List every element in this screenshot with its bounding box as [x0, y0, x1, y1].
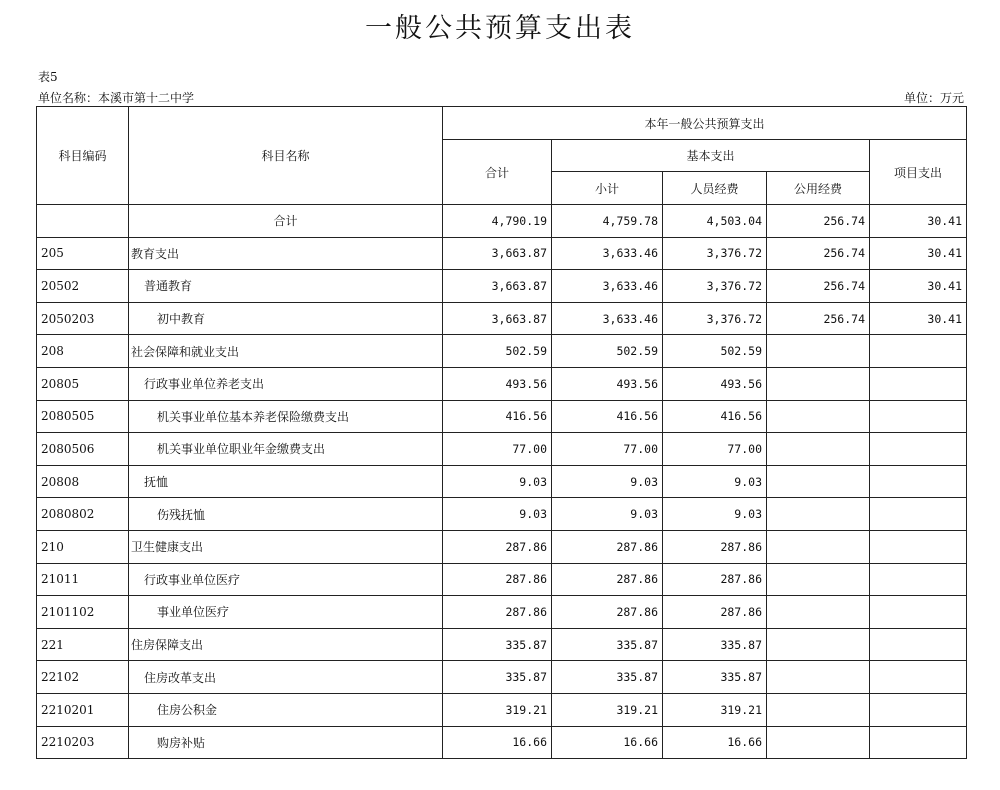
cell-total: 77.00	[443, 433, 552, 466]
table-row	[37, 270, 967, 303]
cell-personnel: 3,376.72	[663, 237, 767, 270]
cell-public	[767, 596, 870, 629]
row-name: 普通教育	[129, 270, 443, 303]
row-code: 2080505	[37, 400, 129, 433]
cell-public	[767, 530, 870, 563]
header-basic: 基本支出	[552, 140, 870, 172]
cell-subtotal: 9.03	[552, 465, 663, 498]
cell-total: 287.86	[443, 563, 552, 596]
table-number: 表5	[38, 70, 58, 84]
row-name: 行政事业单位医疗	[129, 563, 443, 596]
row-code: 210	[37, 530, 129, 563]
cell-project	[870, 563, 967, 596]
row-code: 20502	[37, 270, 129, 303]
table-row	[37, 628, 967, 661]
cell-total: 335.87	[443, 661, 552, 694]
table-row	[37, 563, 967, 596]
row-name: 购房补贴	[129, 726, 443, 759]
cell-project	[870, 628, 967, 661]
cell-project	[870, 693, 967, 726]
cell-public	[767, 498, 870, 531]
cell-subtotal: 287.86	[552, 596, 663, 629]
cell-personnel: 4,503.04	[663, 205, 767, 238]
table-row	[37, 726, 967, 759]
cell-public	[767, 433, 870, 466]
row-name: 机关事业单位职业年金缴费支出	[129, 433, 443, 466]
cell-project	[870, 498, 967, 531]
cell-personnel: 416.56	[663, 400, 767, 433]
cell-public	[767, 563, 870, 596]
cell-public	[767, 726, 870, 759]
table-row	[37, 530, 967, 563]
table-row	[37, 661, 967, 694]
row-code	[37, 205, 129, 238]
cell-public	[767, 367, 870, 400]
table-row	[37, 335, 967, 368]
cell-personnel: 335.87	[663, 661, 767, 694]
row-name: 住房改革支出	[129, 661, 443, 694]
cell-subtotal: 77.00	[552, 433, 663, 466]
cell-project	[870, 530, 967, 563]
cell-project	[870, 367, 967, 400]
header-total: 合计	[443, 140, 552, 205]
budget-expenditure-table	[36, 106, 967, 759]
cell-personnel: 3,376.72	[663, 270, 767, 303]
cell-public	[767, 465, 870, 498]
cell-total: 9.03	[443, 465, 552, 498]
row-code: 22102	[37, 661, 129, 694]
cell-subtotal: 416.56	[552, 400, 663, 433]
cell-personnel: 9.03	[663, 498, 767, 531]
cell-subtotal: 3,633.46	[552, 270, 663, 303]
cell-project	[870, 465, 967, 498]
row-code: 20805	[37, 367, 129, 400]
cell-project	[870, 335, 967, 368]
cell-project: 30.41	[870, 302, 967, 335]
row-code: 2080506	[37, 433, 129, 466]
cell-public	[767, 661, 870, 694]
table-body	[37, 205, 967, 759]
cell-subtotal: 502.59	[552, 335, 663, 368]
cell-public: 256.74	[767, 237, 870, 270]
row-name: 机关事业单位基本养老保险缴费支出	[129, 400, 443, 433]
cell-personnel: 16.66	[663, 726, 767, 759]
cell-public	[767, 628, 870, 661]
cell-project: 30.41	[870, 237, 967, 270]
row-code: 2210203	[37, 726, 129, 759]
row-name: 行政事业单位养老支出	[129, 367, 443, 400]
cell-public: 256.74	[767, 270, 870, 303]
cell-subtotal: 3,633.46	[552, 237, 663, 270]
cell-project: 30.41	[870, 270, 967, 303]
header-public: 公用经费	[767, 172, 870, 205]
cell-personnel: 502.59	[663, 335, 767, 368]
row-code: 205	[37, 237, 129, 270]
cell-total: 335.87	[443, 628, 552, 661]
header-group: 本年一般公共预算支出	[443, 107, 967, 140]
cell-total: 3,663.87	[443, 270, 552, 303]
row-name: 伤残抚恤	[129, 498, 443, 531]
cell-total: 4,790.19	[443, 205, 552, 238]
cell-personnel: 287.86	[663, 563, 767, 596]
cell-personnel: 3,376.72	[663, 302, 767, 335]
row-name: 住房保障支出	[129, 628, 443, 661]
cell-personnel: 493.56	[663, 367, 767, 400]
table-row	[37, 205, 967, 238]
table-row	[37, 498, 967, 531]
header-name: 科目名称	[129, 107, 443, 205]
cell-subtotal: 335.87	[552, 628, 663, 661]
cell-total: 493.56	[443, 367, 552, 400]
page-title: 一般公共预算支出表	[365, 13, 635, 44]
cell-project	[870, 661, 967, 694]
row-name: 教育支出	[129, 237, 443, 270]
header-project: 项目支出	[870, 140, 967, 205]
table-row	[37, 596, 967, 629]
cell-subtotal: 287.86	[552, 530, 663, 563]
cell-project	[870, 400, 967, 433]
cell-total: 9.03	[443, 498, 552, 531]
cell-subtotal: 335.87	[552, 661, 663, 694]
cell-subtotal: 493.56	[552, 367, 663, 400]
cell-total: 3,663.87	[443, 237, 552, 270]
row-name: 卫生健康支出	[129, 530, 443, 563]
cell-subtotal: 4,759.78	[552, 205, 663, 238]
cell-total: 3,663.87	[443, 302, 552, 335]
row-name: 合计	[129, 205, 443, 238]
cell-public	[767, 335, 870, 368]
cell-total: 319.21	[443, 693, 552, 726]
cell-personnel: 287.86	[663, 530, 767, 563]
cell-total: 416.56	[443, 400, 552, 433]
row-name: 社会保障和就业支出	[129, 335, 443, 368]
row-code: 21011	[37, 563, 129, 596]
row-code: 2210201	[37, 693, 129, 726]
cell-personnel: 9.03	[663, 465, 767, 498]
table-row	[37, 433, 967, 466]
cell-project: 30.41	[870, 205, 967, 238]
cell-subtotal: 287.86	[552, 563, 663, 596]
table-row	[37, 400, 967, 433]
cell-total: 502.59	[443, 335, 552, 368]
cell-subtotal: 319.21	[552, 693, 663, 726]
row-code: 20808	[37, 465, 129, 498]
row-name: 事业单位医疗	[129, 596, 443, 629]
currency-unit-label: 单位：万元	[903, 91, 964, 105]
cell-subtotal: 16.66	[552, 726, 663, 759]
table-header	[37, 107, 967, 205]
table-row	[37, 302, 967, 335]
cell-total: 287.86	[443, 530, 552, 563]
cell-subtotal: 9.03	[552, 498, 663, 531]
row-code: 2050203	[37, 302, 129, 335]
cell-public	[767, 400, 870, 433]
header-personnel: 人员经费	[663, 172, 767, 205]
row-code: 2101102	[37, 596, 129, 629]
cell-personnel: 287.86	[663, 596, 767, 629]
cell-public	[767, 693, 870, 726]
cell-project	[870, 726, 967, 759]
header-subtotal: 小计	[552, 172, 663, 205]
cell-personnel: 77.00	[663, 433, 767, 466]
cell-subtotal: 3,633.46	[552, 302, 663, 335]
header-code: 科目编码	[37, 107, 129, 205]
cell-public: 256.74	[767, 302, 870, 335]
row-code: 221	[37, 628, 129, 661]
unit-name-label: 单位名称：本溪市第十二中学	[38, 91, 195, 105]
row-name: 初中教育	[129, 302, 443, 335]
table-row	[37, 367, 967, 400]
cell-personnel: 335.87	[663, 628, 767, 661]
row-code: 2080802	[37, 498, 129, 531]
cell-total: 287.86	[443, 596, 552, 629]
row-name: 住房公积金	[129, 693, 443, 726]
cell-personnel: 319.21	[663, 693, 767, 726]
table-row	[37, 465, 967, 498]
cell-total: 16.66	[443, 726, 552, 759]
row-code: 208	[37, 335, 129, 368]
cell-public: 256.74	[767, 205, 870, 238]
table-row	[37, 237, 967, 270]
cell-project	[870, 596, 967, 629]
cell-project	[870, 433, 967, 466]
row-name: 抚恤	[129, 465, 443, 498]
table-row	[37, 693, 967, 726]
